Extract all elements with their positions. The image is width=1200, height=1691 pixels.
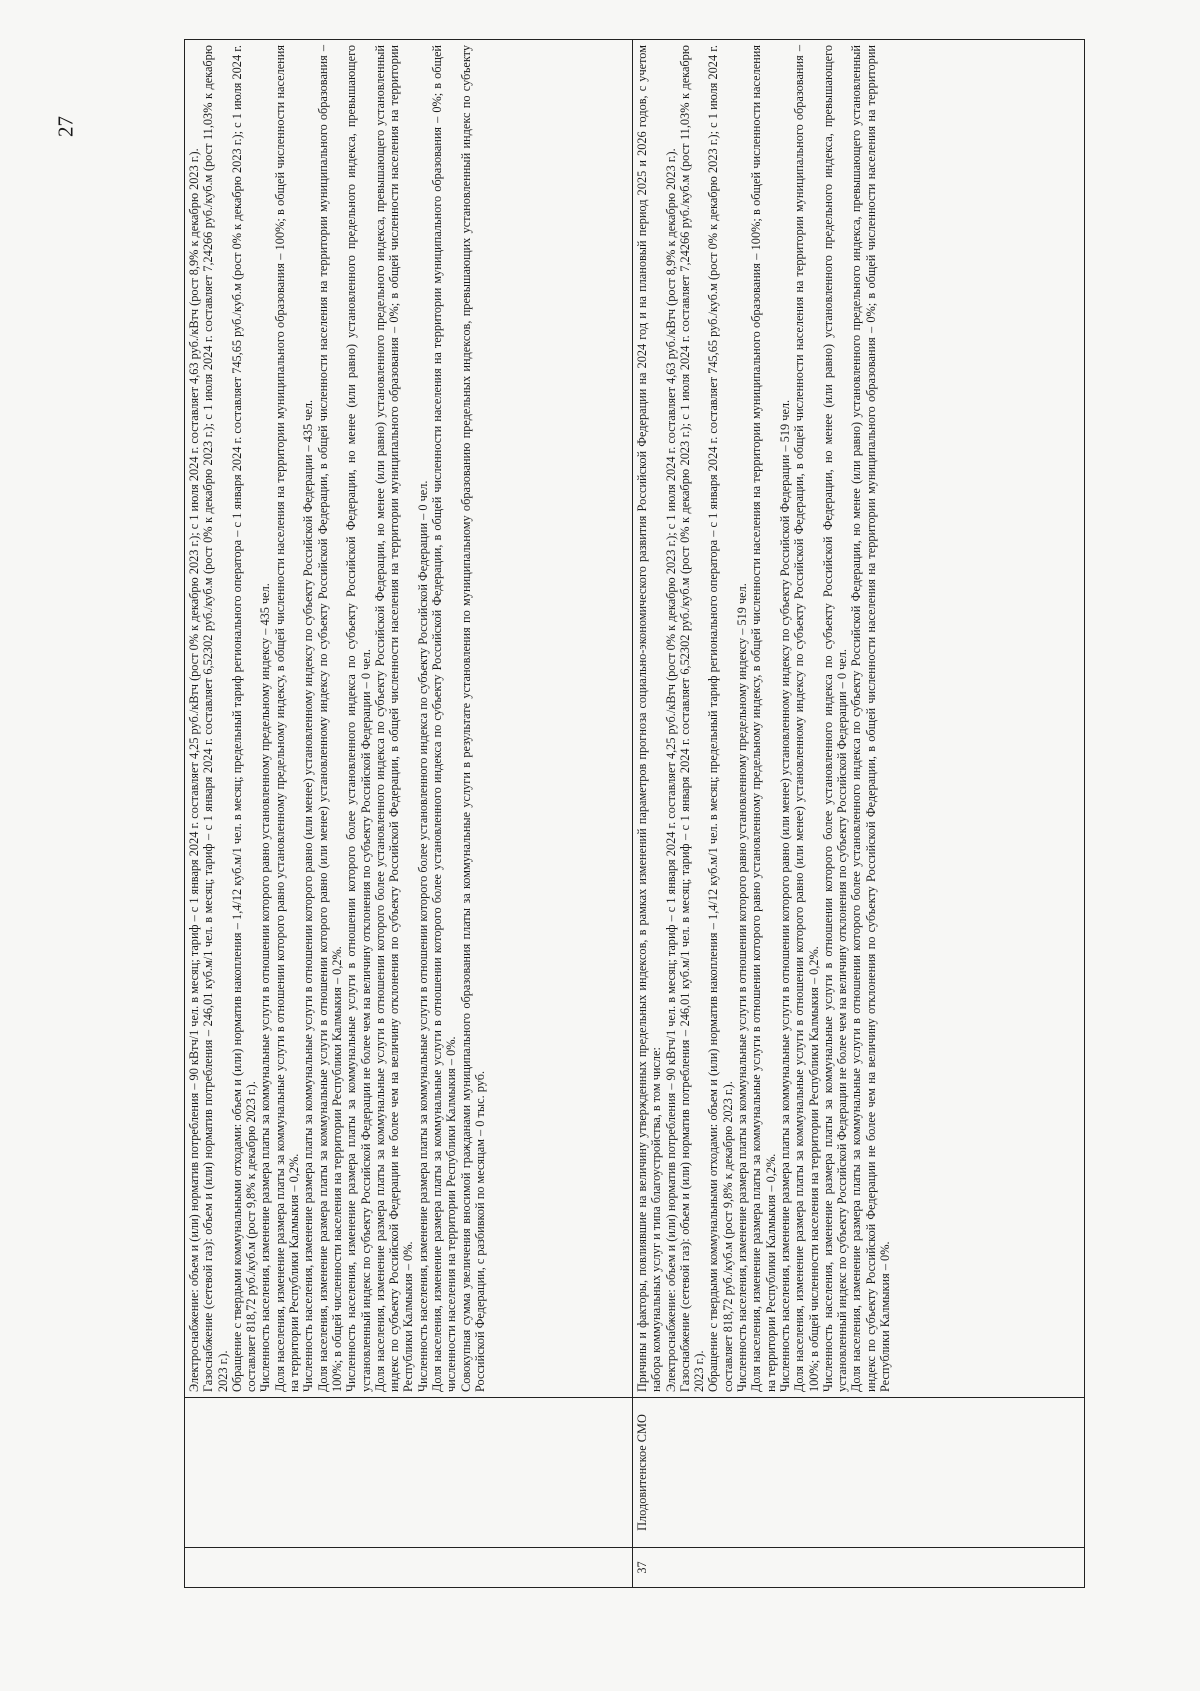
paragraph: Совокупная сумма увеличения вносимой гражданами муниципального образования платы за коммунальные услуги в результате установления по муниципальному образованию предельных индексов, превышающих установленный индекс по субъекту Российской Федерации, с разбивкой по месяцам – 0 тыс. руб. <box>458 45 487 1392</box>
paragraph: Численность населения, изменение размера платы за коммунальные услуги в отношении которого равно (или менее) установленному индексу по субъекту Российской Федерации – 435 чел. <box>301 399 316 1392</box>
row-description <box>633 40 1085 1398</box>
paragraph: Численность населения, изменение размера платы за коммунальные услуги в отношении которого более установленного индекса по субъекту Российской Федерации, но менее (или равно) установленного предельного индекса, превышающего установленный индекс по субъекту Российской Федерации не более чем на величину отклонения по субъекту Российской Федерации – 0 чел. <box>820 45 850 1392</box>
municipality-name: Плодовитенское СМО <box>633 1398 1085 1548</box>
paragraph: Численность населения, изменение размера платы за коммунальные услуги в отношении которого равно установленному предельному индексу – 435 чел. <box>258 583 273 1392</box>
paragraph: Численность населения, изменение размера платы за коммунальные услуги в отношении которого равно (или менее) установленному индексу по субъекту Российской Федерации – 519 чел. <box>777 399 792 1392</box>
row-description <box>185 40 633 1398</box>
paragraph: Причины и факторы, повлиявшие на величину утвержденных предельных индексов, в рамках изменений параметров прогноза социально-экономического развития Российской Федерации на 2024 год и на плановый период 2025 и 2026 годов, с учетом набора коммунальных услуг и типа благоустройства, в том числе: <box>635 45 664 1392</box>
paragraph: Обращение с твердыми коммунальными отходами: объем и (или) норматив накопления – 1,4/12 куб.м/1 чел. в месяц; предельный тариф регионального оператора – с 1 января 2024 г. составляет 745,65 руб./куб.м (рост 0% к декабрю 2023 г.); с 1 июля 2024 г. составляет 818,72 руб./куб.м (рост 9,8% к декабрю 2023 г.). <box>229 45 259 1392</box>
paragraph: Доля населения, изменение размера платы за коммунальные услуги в отношении которого более установленного индекса по субъекту Российской Федерации, но менее (или равно) установленного предельного индекса, превышающего установленный индекс по субъекту Российской Федерации не более чем на величину отклонения по субъекту Российской Федерации, в общей численности населения на территории муниципального образования – 0%; в общей численности населения на территории Республики Калмыкия – 0%. <box>372 45 416 1392</box>
paragraph: Обращение с твердыми коммунальными отходами: объем и (или) норматив накопления – 1,4/12 куб.м/1 чел. в месяц; предельный тариф регионального оператора – с 1 января 2024 г. составляет 745,65 руб./куб.м (рост 0% к декабрю 2023 г.); с 1 июля 2024 г. составляет 818,72 руб./куб.м (рост 9,8% к декабрю 2023 г.). <box>706 45 735 1392</box>
row-number <box>185 1548 633 1588</box>
paragraph: Доля населения, изменение размера платы за коммунальные услуги в отношении которого более установленного индекса по субъекту Российской Федерации, но менее (или равно) установленного предельного индекса, превышающего установленный индекс по субъекту Российской Федерации не более чем на величину отклонения по субъекту Российской Федерации, в общей численности населения на территории муниципального образования – 0%; в общей численности населения на территории Республики Калмыкия – 0%. <box>849 45 893 1392</box>
row-number: 37 <box>633 1548 1085 1588</box>
paragraph: Численность населения, изменение размера платы за коммунальные услуги в отношении которого более установленного индекса по субъекту Российской Федерации, но менее (или равно) установленного предельного индекса, превышающего установленный индекс по субъекту Российской Федерации не более чем на величину отклонения по субъекту Российской Федерации – 0 чел. <box>344 45 373 1392</box>
paragraph: Электроснабжение: объем и (или) норматив потребления – 90 кВтч/1 чел. в месяц; тариф – с 1 января 2024 г. составляет 4,25 руб./кВтч (рост 0% к декабрю 2023 г.); с 1 июля 2024 г. составляет 4,63 руб./кВтч (рост 8,9% к декабрю 2023 г.). <box>663 148 678 1392</box>
page-number: 27 <box>53 116 78 137</box>
rotated-table-sheet <box>184 40 1084 1588</box>
paragraph: Доля населения, изменение размера платы за коммунальные услуги в отношении которого равно установленному предельному индексу, в общей численности населения на территории муниципального образования – 100%; в общей численности населения на территории Республики Калмыкия – 0,2%. <box>272 45 302 1392</box>
paragraph: Электроснабжение: объем и (или) норматив потребления – 90 кВтч/1 чел. в месяц; тариф – с 1 января 2024 г. составляет 4,25 руб./кВтч (рост 0% к декабрю 2023 г.); с 1 июля 2024 г. составляет 4,63 руб./кВтч (рост 8,9% к декабрю 2023 г.). <box>187 148 201 1392</box>
municipality-name <box>185 1398 633 1548</box>
table-row <box>633 40 1085 1588</box>
indices-table <box>184 39 1085 1588</box>
table-row <box>185 40 633 1588</box>
paragraph: Численность населения, изменение размера платы за коммунальные услуги в отношении которого более установленного индекса по субъекту Российской Федерации – 0 чел. <box>415 480 430 1392</box>
paragraph: Газоснабжение (сетевой газ): объем и (или) норматив потребления – 246,01 куб.м/1 чел. в месяц; тариф – с 1 января 2024 г. составляет 6,52302 руб./куб.м (рост 0% к декабрю 2023 г.); с 1 июля 2024 г. составляет 7,24266 руб./куб.м (рост 11,03% к декабрю 2023 г.). <box>677 45 707 1392</box>
paragraph: Численность населения, изменение размера платы за коммунальные услуги в отношении которого равно установленному предельному индексу – 519 чел. <box>735 583 750 1392</box>
paragraph: Доля населения, изменение размера платы за коммунальные услуги в отношении которого равно (или менее) установленному индексу по субъекту Российской Федерации, в общей численности населения на территории муниципального образования – 100%; в общей численности населения на территории Республики Калмыкия – 0,2%. <box>315 45 344 1392</box>
paragraph: Газоснабжение (сетевой газ): объем и (или) норматив потребления – 246,01 куб.м/1 чел. в месяц; тариф – с 1 января 2024 г. составляет 6,52302 руб./куб.м (рост 0% к декабрю 2023 г.); с 1 июля 2024 г. составляет 7,24266 руб./куб.м (рост 11,03% к декабрю 2023 г.). <box>201 45 230 1392</box>
paragraph: Доля населения, изменение размера платы за коммунальные услуги в отношении которого равно установленному предельному индексу, в общей численности населения на территории муниципального образования – 100%; в общей численности населения на территории Республики Калмыкия – 0,2%. <box>749 45 778 1392</box>
paragraph: Доля населения, изменение размера платы за коммунальные услуги в отношении которого равно (или менее) установленному индексу по субъекту Российской Федерации, в общей численности населения на территории муниципального образования – 100%; в общей численности населения на территории Республики Калмыкия – 0,2%. <box>792 45 821 1392</box>
paragraph: Доля населения, изменение размера платы за коммунальные услуги в отношении которого более установленного индекса по субъекту Российской Федерации, в общей численности населения на территории муниципального образования – 0%; в общей численности населения на территории Республики Калмыкия – 0%. <box>430 45 459 1392</box>
